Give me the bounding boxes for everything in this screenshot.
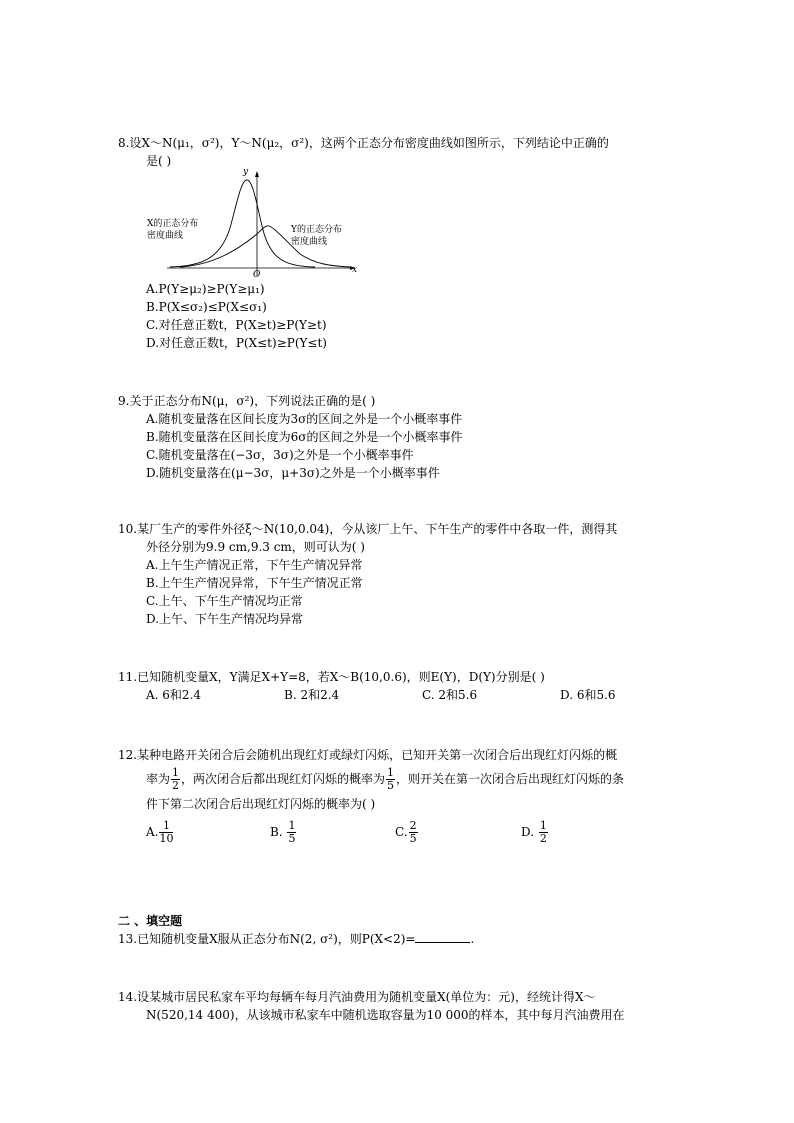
q9-option-a[interactable]: A.随机变量落在区间长度为3σ的区间之外是一个小概率事件: [146, 412, 463, 426]
q8-stem-line2: 是( ): [146, 154, 172, 168]
q10-option-a[interactable]: A.上午生产情况正常，下午生产情况异常: [146, 558, 363, 572]
normal-curves-figure: [145, 168, 360, 280]
question-12: [118, 743, 698, 845]
q14-stem-line2: N(520,14 400)，从该城市私家车中随机选取容量为10 000的样本，其中每月汽油费用在: [146, 1008, 625, 1022]
q10-stem-line1: 10.某厂生产的零件外径ξ～N(10,0.04)，今从该厂上午、下午生产的零件中各取一件，测得其: [118, 522, 618, 536]
q11-option-c[interactable]: C. 2和5.6: [422, 688, 478, 702]
question-10: [118, 520, 698, 628]
q12-stem-line3: 件下第二次闭合后出现红灯闪烁的概率为( ): [146, 797, 376, 811]
q11-options: [118, 686, 698, 704]
q13-period: .: [470, 932, 475, 946]
q12-option-d[interactable]: [521, 820, 661, 845]
question-11: [118, 668, 698, 704]
q10-option-c[interactable]: C.上午、下午生产情况均正常: [146, 594, 303, 608]
q12-option-d-num: 1: [539, 819, 547, 832]
question-14: [118, 988, 698, 1024]
q12-stem-line1: 12.某种电路开关闭合后会随机出现红灯或绿灯闪烁，已知开关第一次闭合后出现红灯闪烁的概: [118, 748, 618, 762]
q11-option-a[interactable]: A. 6和2.4: [146, 688, 202, 702]
origin-label: O: [253, 270, 261, 280]
q8-stem-line1: 8.设X～N(μ₁，σ²)，Y～N(μ₂，σ²)，这两个正态分布密度曲线如图所示，下列结论中正确的: [118, 136, 609, 150]
q13-stem: [118, 930, 698, 948]
q12-option-b-num: 1: [288, 819, 296, 832]
x-curve-label: [147, 218, 198, 242]
q10-option-b[interactable]: B.上午生产情况异常，下午生产情况正常: [146, 576, 363, 590]
q11-stem: 11.已知随机变量X，Y满足X+Y=8，若X～B(10,0.6)，则E(Y)，D(Y)分别是( ): [118, 670, 545, 684]
q12-option-b[interactable]: [270, 820, 395, 845]
q12-option-c-label: C.: [395, 825, 408, 839]
q12-text-c: ，则开关在第一次闭合后出现红灯闪烁的条: [396, 772, 625, 786]
q12-option-a-num: 1: [159, 820, 173, 833]
q12-option-b-label: B.: [270, 825, 287, 839]
question-13: [118, 930, 698, 948]
q12-option-b-fraction: [287, 820, 296, 845]
x-axis-label: x: [352, 265, 358, 275]
q12-option-c-num: 2: [409, 819, 417, 832]
q12-option-d-label: D.: [521, 825, 538, 839]
q12-fraction-2: [386, 767, 395, 792]
q12-option-a-label: A.: [146, 825, 159, 839]
q12-option-d-fraction: [539, 820, 548, 845]
question-9: [118, 392, 698, 482]
q12-options: [118, 820, 698, 845]
y-axis-label: y: [243, 167, 249, 177]
frac2-numerator: 1: [387, 766, 395, 779]
q13-answer-blank[interactable]: [415, 930, 470, 943]
section-heading-fill-in: 二 、填空题: [118, 914, 183, 928]
y-curve-label: [291, 224, 342, 248]
q8-option-c[interactable]: C.对任意正数t，P(X≥t)≥P(Y≥t): [146, 318, 327, 332]
q8-options: [118, 280, 698, 352]
q10-stem-line2: 外径分别为9.9 cm,9.3 cm，则可认为( ): [146, 540, 365, 554]
q11-option-d[interactable]: D. 6和5.6: [560, 688, 616, 702]
q12-option-c-fraction: [409, 820, 418, 845]
q9-option-d[interactable]: D.随机变量落在(μ−3σ，μ+3σ)之外是一个小概率事件: [146, 466, 440, 480]
q12-fraction-1: [171, 767, 180, 792]
frac2-denominator: 5: [387, 779, 395, 792]
frac1-numerator: 1: [172, 766, 180, 779]
q8-option-a[interactable]: A.P(Y≥μ₂)≥P(Y≥μ₁): [146, 282, 265, 296]
q12-option-c-den: 5: [409, 832, 417, 845]
q9-option-c[interactable]: C.随机变量落在(−3σ，3σ)之外是一个小概率事件: [146, 448, 414, 462]
q11-option-b[interactable]: B. 2和2.4: [284, 688, 340, 702]
q8-option-d[interactable]: D.对任意正数t，P(X≤t)≥P(Y≤t): [146, 336, 327, 350]
q12-option-a[interactable]: [146, 820, 270, 845]
y-curve-label-line1: Y的正态分布: [291, 225, 342, 235]
q12-stem-line2: [118, 767, 698, 792]
q12-text-a: 率为: [146, 772, 171, 786]
frac1-denominator: 2: [172, 779, 180, 792]
q9-stem: 9.关于正态分布N(μ，σ²)，下列说法正确的是( ): [118, 394, 376, 408]
q13-text: 13.已知随机变量X服从正态分布N(2, σ²)，则P(X<2)=: [118, 932, 416, 946]
q12-option-a-den: 10: [159, 832, 174, 845]
q12-option-b-den: 5: [288, 832, 296, 845]
x-curve-label-line2: 密度曲线: [147, 231, 184, 241]
y-axis-arrow: [255, 171, 259, 177]
q12-option-c[interactable]: [395, 820, 521, 845]
q12-option-a-fraction: [159, 820, 173, 845]
q14-stem-line1: 14.设某城市居民私家车平均每辆车每月汽油费用为随机变量X(单位为：元)，经统计得X～: [118, 990, 596, 1004]
q12-text-b: ，两次闭合后都出现红灯闪烁的概率为: [181, 772, 386, 786]
q9-option-b[interactable]: B.随机变量落在区间长度为6σ的区间之外是一个小概率事件: [146, 430, 463, 444]
question-8: [118, 134, 698, 170]
y-curve-label-line2: 密度曲线: [291, 237, 328, 247]
q8-option-b[interactable]: B.P(X≤σ₂)≤P(X≤σ₁): [146, 300, 267, 314]
x-curve-label-line1: X的正态分布: [147, 219, 199, 229]
q10-option-d[interactable]: D.上午、下午生产情况均异常: [146, 612, 304, 626]
q12-option-d-den: 2: [539, 832, 547, 845]
